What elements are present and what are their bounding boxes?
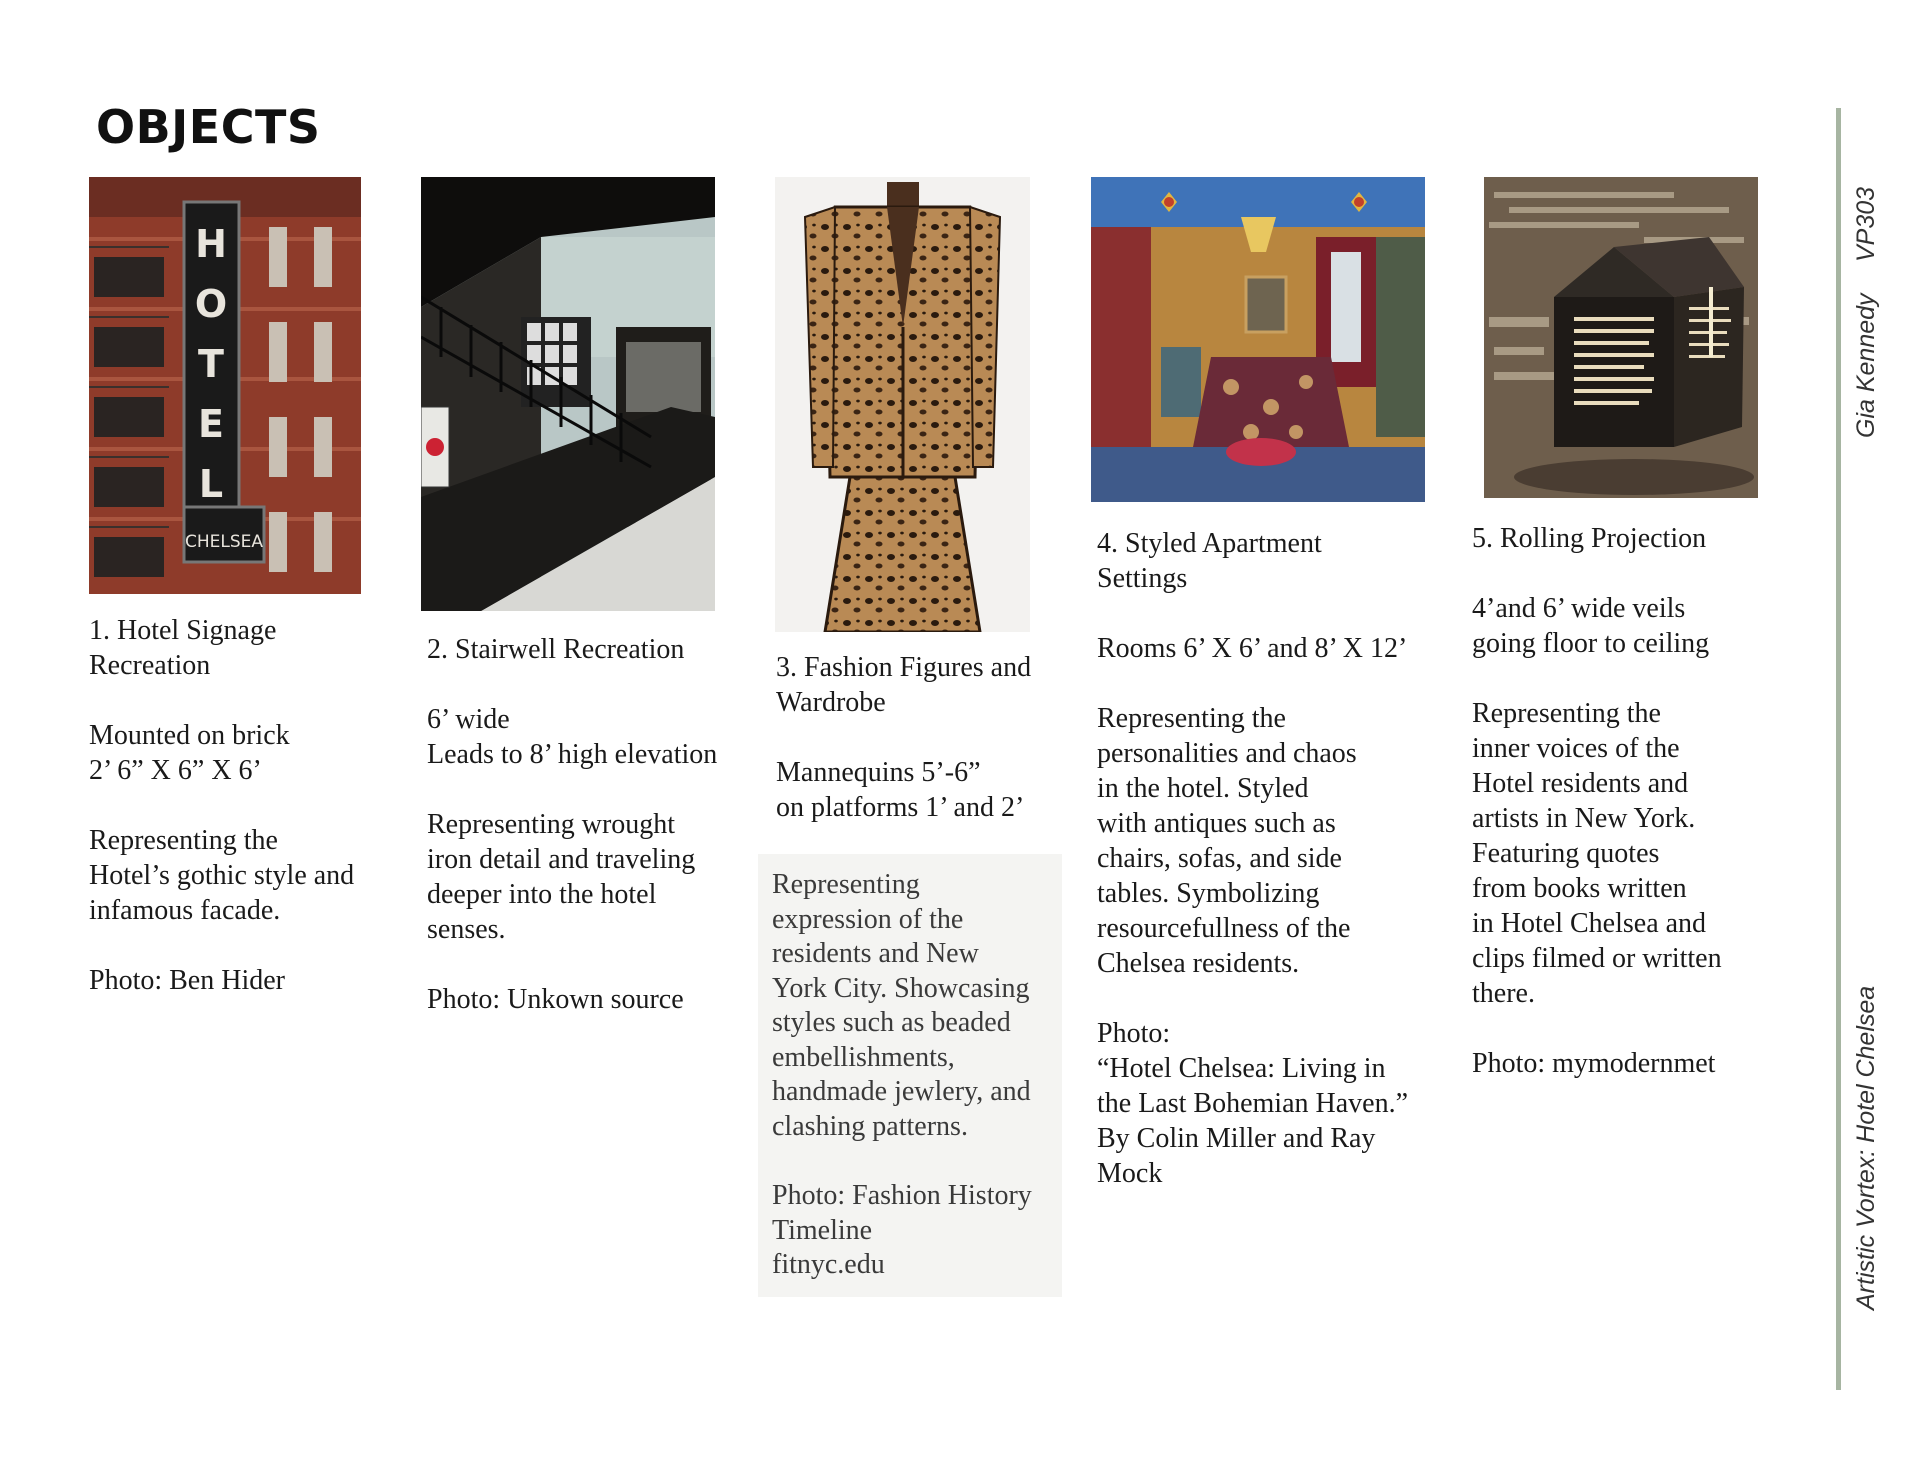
hotel-sign-photo xyxy=(89,177,361,594)
sidebar-rule xyxy=(1836,108,1841,1390)
stairwell-photo xyxy=(421,177,715,611)
sign-letter: H xyxy=(195,222,227,266)
object-3-credit: Photo: Fashion History Timeline fitnyc.edu xyxy=(772,1180,1032,1280)
object-4-description: Representing the personalities and chaos in the hotel. Styled with antiques such as chairs, sofas, and side tables. Symbolizing resourcefullness of the Chelsea residents. xyxy=(1097,703,1357,979)
object-4-dimensions: Rooms 6’ X 6’ and 8’ X 12’ xyxy=(1097,633,1408,664)
object-2-caption xyxy=(427,632,757,1017)
sign-letter: L xyxy=(198,462,224,506)
object-1-caption xyxy=(89,613,389,998)
object-5-description: Representing the inner voices of the Hotel residents and artists in New York. Featuring quotes from books written in Hotel Chelsea and clips filmed or written there. xyxy=(1472,698,1722,1009)
object-5-heading: 5. Rolling Projection xyxy=(1472,523,1707,554)
object-2-credit: Photo: Unkown source xyxy=(427,984,684,1015)
project-title: Artistic Vortex: Hotel Chelsea xyxy=(1852,985,1880,1310)
object-2-dimensions: 6’ wide Leads to 8’ high elevation xyxy=(427,704,718,770)
object-3-caption xyxy=(776,650,1076,825)
object-5-caption xyxy=(1472,521,1772,1081)
object-3-scanned-caption xyxy=(758,854,1062,1297)
sign-letter: E xyxy=(198,402,224,446)
object-4-credit: Photo: “Hotel Chelsea: Living in the Last Bohemian Haven.” By Colin Miller and Ray Mock xyxy=(1097,1018,1409,1189)
object-4-caption xyxy=(1097,526,1427,1191)
object-2-heading: 2. Stairwell Recreation xyxy=(427,634,685,665)
author-name: Gia Kennedy xyxy=(1852,293,1880,438)
object-1-dimensions: Mounted on brick 2’ 6” X 6” X 6’ xyxy=(89,720,290,786)
projection-photo xyxy=(1484,177,1758,498)
object-1-description: Representing the Hotel’s gothic style and infamous facade. xyxy=(89,825,355,926)
page-title: OBJECTS xyxy=(96,100,321,154)
sign-letter: O xyxy=(194,282,228,326)
object-5-dimensions: 4’and 6’ wide veils going floor to ceiling xyxy=(1472,593,1710,659)
leopard-suit-photo xyxy=(775,177,1030,632)
object-1-heading: 1. Hotel Signage Recreation xyxy=(89,615,277,681)
apartment-photo xyxy=(1091,177,1425,502)
object-3-heading: 3. Fashion Figures and Wardrobe xyxy=(776,652,1032,718)
object-3-dimensions: Mannequins 5’-6” on platforms 1’ and 2’ xyxy=(776,757,1025,823)
object-3-description: Representing expression of the residents and New York City. Showcasing styles such as beaded embellishments, handmade jewlery, and clashing patterns. xyxy=(772,869,1031,1142)
object-5-credit: Photo: mymodernmet xyxy=(1472,1048,1716,1079)
object-2-description: Representing wrought iron detail and traveling deeper into the hotel senses. xyxy=(427,809,696,945)
course-code: VP303 xyxy=(1852,186,1880,262)
object-4-heading: 4. Styled Apartment Settings xyxy=(1097,528,1322,594)
sign-letter: T xyxy=(198,342,224,386)
object-1-credit: Photo: Ben Hider xyxy=(89,965,285,996)
sign-subtitle: CHELSEA xyxy=(184,532,264,552)
